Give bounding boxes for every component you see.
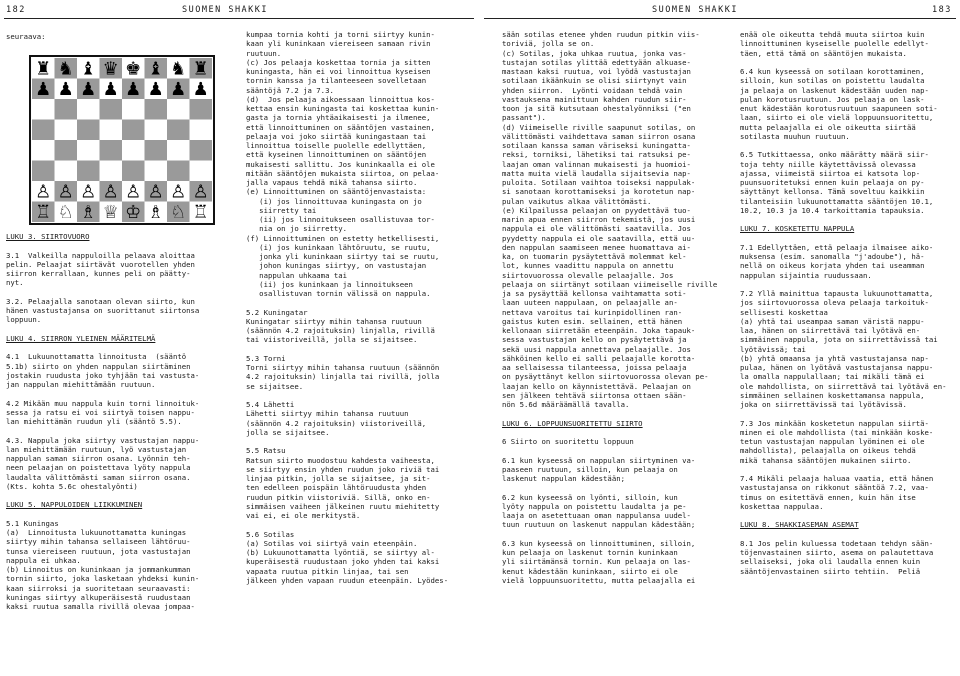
text-line: mitään sääntöjen mukaista siirtoa, on pelaa- <box>246 168 440 178</box>
text-line: että linnoittuminen on sääntöjen vastainen, <box>246 122 435 132</box>
right-column-1 <box>502 30 717 585</box>
text-line: (d) Jos pelaaja aikoessaan linnoittua kos- <box>246 94 435 104</box>
text-line: ja pelaaja on laskenut kädestään uuden nap- <box>740 85 929 95</box>
light-square <box>55 120 78 141</box>
text-line: ten edelleen poispäin lähtöruudusta yhden <box>246 483 427 493</box>
text-line: 5.6 Sotilas <box>246 529 295 539</box>
text-line: puloita. Sotilaan vaihtoa toiseksi nappulak- <box>502 178 696 187</box>
text-line: jalla vapaus tehdä mikä tahansa siirto. <box>246 178 418 187</box>
text-line <box>502 446 717 455</box>
text-line: (c) Jos pelaaja koskettaa tornia ja sitten <box>246 57 431 67</box>
dark-square <box>55 140 78 161</box>
text-line: sessa ja ratsu ei voi siirtyä toisen nappu- <box>6 407 195 417</box>
text-line: 5.1 Kuningas <box>6 518 59 528</box>
text-line: kellonaan siirretään eteenpäin. Joka tapauk- <box>502 326 696 335</box>
right-header-rule <box>484 18 956 19</box>
dark-square <box>145 99 168 120</box>
white-pawn: ♙ <box>170 181 187 203</box>
text-line: sen jälkeen tehtävä siirtonsa ottaen sään- <box>502 390 687 400</box>
text-line: linnoittuminen kyseiselle puolelle edellyt- <box>740 39 929 49</box>
black-piece: ♜ <box>35 58 52 80</box>
text-line: mahdollista), pelaajalla on oikeus tehdä <box>740 446 916 456</box>
text-line: (b) Lukuunottamatta lyöntiä, se siirtyy al- <box>246 548 435 557</box>
text-line: Torni siirtyy mihin tahansa ruutuun (säännön <box>246 363 440 372</box>
light-square <box>32 99 55 120</box>
text-line: simmäinen sellainen koskettamansa nappula, <box>740 390 925 400</box>
text-line <box>6 241 199 250</box>
text-line: (f) Linnoittuminen on estetty hetkellisesti, <box>246 233 440 243</box>
text-line: loppuun. <box>6 315 42 325</box>
text-line: neen pelaajan on poistettava lyöty nappula <box>6 463 191 473</box>
white-piece: ♖ <box>192 201 209 223</box>
text-line: sähköinen kello ei salli pelaajalle korotta- <box>502 353 696 363</box>
text-line <box>502 409 717 418</box>
text-line: silloin, kun sotilas on poistettu laudalta <box>740 76 925 86</box>
text-line: nyt. <box>6 278 24 288</box>
text-line: simmäisen vaiheen jälkeinen ruutu miehitetty <box>246 501 440 511</box>
chapter-heading: LUKU 8. SHAKKIASEMAN ASEMAT <box>740 520 859 530</box>
left-running-title: SUOMEN SHAKKI <box>182 5 269 15</box>
text-line: mukaisesti sallittu. Jos kuninkaalla ei ole <box>246 159 435 169</box>
text-line: (Kts. kohta 5.6c ohestalyönti) <box>6 481 138 491</box>
light-square <box>77 140 100 161</box>
text-line: 5.5 Ratsu <box>246 446 286 456</box>
text-line: toja tehty niille käytettävissä olevassa <box>740 159 916 169</box>
text-line <box>740 465 946 474</box>
text-line: (e) Kilpailussa pelaajan on pyydettävä tuo- <box>502 205 691 215</box>
text-line: jonka yli kuninkaan siirtyy tai se ruutu, <box>246 252 440 261</box>
white-piece: ♕ <box>102 201 119 223</box>
text-line <box>740 280 946 289</box>
text-line: pyydetty nappula ei ole saatavilla, että uu- <box>502 233 696 243</box>
black-pawn: ♟ <box>80 78 97 100</box>
text-line: linnoittua toiselle puolelle edellyttäen, <box>246 141 427 150</box>
text-line: tornin kanssa ja tilanteeseen sovelletaan <box>246 76 427 86</box>
text-line: (i) jos linnoittuvaa kuningasta on jo <box>246 196 422 206</box>
black-piece: ♝ <box>80 58 97 80</box>
text-line: seuraava: <box>6 32 46 41</box>
left-col1-intro <box>6 32 46 41</box>
text-line: 4.2 rajoituksin) linjalla tai rivillä, jolla <box>246 372 440 382</box>
light-square <box>190 120 213 141</box>
text-line: 6.5 Tutkittaessa, onko määrätty määrä siir- <box>740 150 929 160</box>
text-line: jostakin ruudusta joko tyhjään tai vastusta- <box>6 370 200 380</box>
text-line: lan miehittämään ruutuun, lyö vastustajan <box>6 444 187 454</box>
text-line <box>502 428 717 437</box>
text-line: nia on jo siirretty. <box>246 224 348 234</box>
white-pawn: ♙ <box>57 181 74 203</box>
chapter-heading: LUKU 5. NAPPULOIDEN LIIKKUMINEN <box>6 500 143 510</box>
text-line: 7.1 Edellyttäen, että pelaaja ilmaisee aiko- <box>740 242 934 252</box>
text-line: tetun vastustajan nappulan lyöminen ei ole <box>740 437 925 446</box>
text-line: laan uuteen nappulaan, on pelaajalle an- <box>502 298 678 308</box>
text-line: 6.1 kun kyseessä on nappulan siirtyminen va- <box>502 455 696 465</box>
text-line: sotilasta muuhun ruutuun. <box>740 131 850 141</box>
text-line: (a) Sotilas voi siirtyä vain eteenpäin. <box>246 538 418 548</box>
light-square <box>122 99 145 120</box>
light-square <box>145 120 168 141</box>
text-line: ka, on tuomarin pysäytettävä molemmat kel- <box>502 252 687 261</box>
text-line <box>6 510 199 519</box>
text-line <box>246 437 448 446</box>
text-line: laajan oman valinnan mukaisesti ja huomioi- <box>502 159 691 169</box>
text-line <box>740 530 946 539</box>
black-piece: ♛ <box>102 58 119 80</box>
text-line: on pysäyttänyt kellon siirtovuorossa olevan pe- <box>502 372 709 382</box>
text-line: marin apua ennen siirron tekemistä, jos uusi <box>502 215 696 224</box>
black-pawn: ♟ <box>102 78 119 100</box>
text-line: kumpaa tornia kohti ja torni siirtyy kunin- <box>246 30 435 39</box>
text-line: 6.3 kun kyseessä on linnoittuminen, silloin, <box>502 538 696 548</box>
text-line: la omalla nappulallaan; tai mikäli tämä ei <box>740 372 925 382</box>
black-pawn: ♟ <box>57 78 74 100</box>
right-page-number: 183 <box>932 5 952 15</box>
text-line <box>246 520 448 529</box>
text-line <box>740 215 946 224</box>
dark-square <box>190 99 213 120</box>
text-line: siirron kerrallaan, kunnes peli on päätty- <box>6 269 191 278</box>
text-line: timus on esitettävä ennen, kuin hän itse <box>740 492 916 502</box>
text-line: laan, siirto ei ole vielä loppuunsuoritettu, <box>740 113 934 123</box>
text-line: tuun ruutuun on laskenut nappulan kädestään; <box>502 520 696 530</box>
text-line: siirretty tai <box>246 205 317 215</box>
black-pawn: ♟ <box>170 78 187 100</box>
text-line: laskenut nappulan kädestään; <box>502 474 626 483</box>
text-line <box>740 409 946 418</box>
right-column-2 <box>740 30 946 576</box>
text-line: kuperäisestä ruudustaan joko yhden tai kaksi <box>246 557 440 567</box>
white-piece: ♗ <box>80 201 97 223</box>
text-line: simmäinen nappula, jota on siirrettävissä tai <box>740 335 938 345</box>
text-line: puunsuoritetuksi ennen kuin pelaaja on py- <box>740 178 925 187</box>
text-line: linjaa pitkin, jolla se sijaitsee, ja sit- <box>246 474 431 483</box>
light-square <box>190 161 213 182</box>
dark-square <box>167 161 190 182</box>
text-line: (säännön 4.2 rajoituksin) viistoriveillä, <box>246 418 427 428</box>
left-column-1 <box>6 232 199 611</box>
text-line <box>6 343 199 352</box>
dark-square <box>167 120 190 141</box>
text-line: muksensa (esim. sanomalla "j'adoube"), hä- <box>740 252 925 261</box>
text-line: 5.2 Kuningatar <box>246 307 308 317</box>
text-line: hänen vastustajansa on suorittanut siirtonsa <box>6 306 200 315</box>
text-line: passant"). <box>502 113 546 123</box>
text-line: ja sa pysäyttää kellonsa vaihtamatta soti- <box>502 289 687 298</box>
dark-square <box>77 161 100 182</box>
text-line: (e) Linnoittuminen on sääntöjenvastaista: <box>246 187 427 197</box>
text-line: vielä loppuunsuoritettu, mutta pelaajalla ei <box>502 575 696 585</box>
text-line: kuningas siirtyy alkuperäisestä ruudustaan <box>6 592 191 602</box>
chapter-heading: LUKU 7. KOSKETETTU NAPPULA <box>740 224 855 234</box>
text-line: kun pelaaja on laskenut tornin kuninkaan <box>502 548 678 557</box>
text-line: 5.1b) siirto on yhden nappulan siirtäminen <box>6 361 191 371</box>
text-line: ruudun pitkin viistoriviä. Sillä, onko en- <box>246 492 431 502</box>
black-pawn: ♟ <box>192 78 209 100</box>
text-line: (b) yhtä omaansa ja yhtä vastustajansa nap- <box>740 353 929 363</box>
text-line: 7.4 Mikäli pelaaja haluaa vaatia, että hänen <box>740 474 934 483</box>
text-line <box>6 389 199 398</box>
white-piece: ♔ <box>125 201 142 223</box>
text-line: tai viistoriveillä, jolla se sijaitsee. <box>246 335 418 345</box>
text-line: nappulan sijaintia ruudussaan. <box>740 270 872 280</box>
text-line: 7.2 Yllä mainittua tapausta lukuunottamatta, <box>740 289 934 298</box>
text-line: enut kädestään korotusruutuun saapuneen soti- <box>740 104 938 113</box>
light-square <box>167 99 190 120</box>
text-line: (a) yhtä tai useampaa saman väristä nappu- <box>740 316 925 326</box>
text-line <box>6 491 199 500</box>
text-line: lyötävissä; tai <box>740 344 806 354</box>
text-line: sääntöjenvastainen siirto tehtiin. Peliä <box>740 566 921 576</box>
text-line: vastauksena mainittuun kahden ruudun siir- <box>502 94 687 104</box>
text-line: sellisesti koskettaa <box>740 307 828 317</box>
text-line: töjenvastainen siirto, asema on palautettava <box>740 548 934 557</box>
text-line: den nappulan saamiseen menee huomattava ai- <box>502 242 691 252</box>
text-line: (b) Linnoitus on kuninkaan ja jommankumman <box>6 565 191 574</box>
text-line: sessa vastustajan kello on pysäytettävä ja <box>502 335 687 345</box>
text-line: 4.1 Lukuunottamatta linnoitusta (sääntö <box>6 352 187 362</box>
light-square <box>100 161 123 182</box>
text-line: pelaaja voi joko siirtää kuningastaan tai <box>246 131 427 141</box>
text-line: 4.2 Mikään muu nappula kuin torni linnoituk- <box>6 398 200 408</box>
text-line: nappulan saman siirron osana. Lyönnin teh- <box>6 454 191 463</box>
text-line: Kuningatar siirtyy mihin tahansa ruutuun <box>246 316 422 326</box>
text-line: nellä on oikeus korjata yhden tai useamman <box>740 261 925 271</box>
white-pawn: ♙ <box>147 181 164 203</box>
text-line: lot, kunnes vaadittu nappula on annettu <box>502 261 674 271</box>
black-piece: ♝ <box>147 58 164 80</box>
text-line: laudalta välittömästi saman siirron osana. <box>6 472 191 482</box>
dark-square <box>55 99 78 120</box>
chapter-heading: LUKU 6. LOPPUUNSUORITETTU SIIRTO <box>502 418 643 428</box>
text-line: yhden siirron. Lyönti voidaan tehdä vain <box>502 85 683 95</box>
left-header-rule <box>4 18 474 19</box>
text-line: tunsa viereiseen ruutuun, jota vastustajan <box>6 546 191 556</box>
text-line: kenut kädestään kuninkaan, siirto ei ole <box>502 566 678 576</box>
dark-square <box>122 120 145 141</box>
text-line: sotilaan ikäänkuin se olisi siirtynyt vain <box>502 76 687 86</box>
text-line: vastustajansa on rikkonut sääntöä 7.2, vaa- <box>740 483 929 493</box>
text-line: täen, että tämä on sääntöjen mukaista. <box>740 48 907 58</box>
text-line: mastaan kaksi ruutua, voi lyödä vastustajan <box>502 67 691 76</box>
text-line: yli siirtämänsä tornin. Kun pelaaja on las- <box>502 557 691 567</box>
text-line: pulan korotusruutuun. Jos pelaaja on lask- <box>740 94 925 104</box>
text-line: laaja on asetettuaan oman nappulansa uudel- <box>502 511 691 520</box>
text-line <box>502 483 717 492</box>
text-line: kaksi ruutua samalla rivillä olevaa jompaa- <box>6 602 195 611</box>
white-piece: ♗ <box>147 201 164 223</box>
text-line <box>6 288 199 297</box>
text-line: paaseen ruutuun, silloin, kun pelaaja on <box>502 464 678 474</box>
text-line: (ii) jos kuninkaan ja linnoitukseen <box>246 279 413 289</box>
text-line: ajassa, viimeistä siirtoa ei katsota lop- <box>740 168 921 178</box>
text-line: johon kuningas siirtyy, on vastustajan <box>246 261 427 271</box>
text-line: se sijaitsee. <box>246 381 304 391</box>
light-square <box>145 161 168 182</box>
text-line: 6.2 kun kyseessä on lyönti, silloin, kun <box>502 492 678 502</box>
black-piece: ♜ <box>192 58 209 80</box>
right-page <box>480 0 960 676</box>
text-line: tustajan sotilas ylittää edettyään alkuase- <box>502 57 691 67</box>
text-line: 6 Siirto on suoritettu loppuun <box>502 437 634 446</box>
text-line: minen ei ole mahdollista (tai minkään koske- <box>740 427 934 437</box>
text-line <box>246 298 448 307</box>
text-line: sellaiseksi, joka oli laudalla ennen kuin <box>740 557 921 567</box>
text-line: vai ei, ei ole merkitystä. <box>246 511 361 520</box>
text-line: tornin siirto, joka lasketaan yhdeksi kunin- <box>6 574 200 584</box>
text-line: 7.3 Jos minkään kosketetun nappulan siirtä- <box>740 418 929 428</box>
text-line <box>6 426 199 435</box>
text-line: 8.1 Jos pelin kuluessa todetaan tehdyn sään- <box>740 538 934 548</box>
text-line: pelin. Pelaajat siirtävät vuorotellen yhden <box>6 259 195 269</box>
text-line: pulaa, hänen on lyötävä vastustajansa nappu- <box>740 363 934 372</box>
light-square <box>167 140 190 161</box>
text-line: laa, hänen on siirrettävä tai lyötävä en- <box>740 326 921 335</box>
black-piece: ♚ <box>125 58 142 80</box>
dark-square <box>122 161 145 182</box>
text-line <box>502 530 717 539</box>
text-line: joka on siirrettävissä tai lyötävissä. <box>740 400 907 409</box>
text-line: siirtyy mihin tahansa sellaiseen lähtöruu- <box>6 537 191 547</box>
text-line: kettaa ensin kuningasta tai koskettaa kunin- <box>246 104 440 113</box>
white-piece: ♖ <box>35 201 52 223</box>
chapter-heading: LUKU 3. SIIRTOVUORO <box>6 232 90 241</box>
black-piece: ♞ <box>57 58 74 80</box>
text-line: osallistuvan tornin välissä on nappula. <box>246 289 431 298</box>
white-pawn: ♙ <box>125 181 142 203</box>
light-square <box>122 140 145 161</box>
text-line: 3.1 Valkeilla nappuloilla pelaava aloittaa <box>6 250 195 260</box>
text-line: jos siirtovuorossa oleva pelaaja tarkoituk- <box>740 298 929 308</box>
text-line: toriviä, jolla se on. <box>502 39 595 49</box>
text-line: 6.4 kun kyseessä on sotilaan korottaminen, <box>740 67 925 76</box>
text-line: nappula ei uhkaa. <box>6 555 81 565</box>
text-line: 5.4 Lähetti <box>246 400 295 409</box>
text-line: lan miehittämän ruudun yli (sääntö 5.5). <box>6 417 182 426</box>
text-line: koskettaa nappulaa. <box>740 501 824 511</box>
text-line: säyttänyt kellonsa. Tämä soveltuu kaikkiin <box>740 187 925 197</box>
white-pawn: ♙ <box>80 181 97 203</box>
text-line: (ii) jos linnoitukseen osallistuvaa tor- <box>246 215 435 224</box>
dark-square <box>32 161 55 182</box>
chess-board-diagram <box>24 52 224 228</box>
chapter-heading: LUKU 4. SIIRRON YLEINEN MÄÄRITELMÄ <box>6 333 156 343</box>
left-page-number: 182 <box>6 5 26 15</box>
text-line: sekä uusi nappula annettava pelaajalle. Jos <box>502 344 691 354</box>
black-pawn: ♟ <box>35 78 52 100</box>
text-line: 4.3. Nappula joka siirtyy vastustajan nappu- <box>6 435 200 445</box>
text-line: kuningasta, hän ei voi linnoittua kyseisen <box>246 67 431 76</box>
text-line <box>740 511 946 520</box>
text-line: nettava varoitus tai kurinpidollinen ran- <box>502 307 683 317</box>
light-square <box>77 99 100 120</box>
text-line <box>6 325 199 334</box>
text-line: enää ole oikeutta tehdä muuta siirtoa kuin <box>740 30 925 39</box>
text-line <box>246 391 448 400</box>
text-line: mutta pelaajalla ei ole oikeutta siirtää <box>740 122 916 132</box>
text-line: se siirtyy ensin yhden ruudun joko riviä tai <box>246 464 440 474</box>
text-line: vapaata ruutua pitkin linjaa, tai sen <box>246 566 409 576</box>
right-running-title: SUOMEN SHAKKI <box>652 5 739 15</box>
text-line: sääntöjä 7.2 ja 7.3. <box>246 85 334 95</box>
dark-square <box>32 120 55 141</box>
text-line: sotilaan kanssa saman väriseksi kuningatta- <box>502 141 691 150</box>
text-line: että kyseinen linnoittuminen on sääntöjen <box>246 150 427 160</box>
text-line: laajan kello on käynnistettävä. Pelaajan on <box>502 381 691 391</box>
black-pawn: ♟ <box>147 78 164 100</box>
text-line: aa sellaisessa tilanteessa, joissa pelaaja <box>502 363 687 372</box>
light-square <box>100 120 123 141</box>
text-line: nappula ei ole välittömästi saatavilla. Jos <box>502 224 691 234</box>
text-line: sään sotilas etenee yhden ruudun pitkin viis- <box>502 30 700 39</box>
dark-square <box>77 120 100 141</box>
text-line: gaistus kuten esim. sellainen, että hänen <box>502 316 683 326</box>
text-line <box>246 345 448 354</box>
text-line: 10.2, 10.3 ja 10.4 tarkoittamia tapauksia. <box>740 205 925 215</box>
dark-square <box>190 140 213 161</box>
text-line: pulan vaikutus alkaa välittömästi. <box>502 196 652 206</box>
text-line: (d) Viimeiselle riville saapunut sotilas, on <box>502 122 696 132</box>
text-line: (c) Sotilas, joka uhkaa ruutua, jonka vas- <box>502 48 687 58</box>
text-line: lyöty nappula on poistettu laudalta ja pe- <box>502 501 687 511</box>
text-line: Ratsun siirto muodostuu kahdesta vaiheesta, <box>246 455 435 465</box>
light-square <box>32 140 55 161</box>
white-piece: ♘ <box>170 201 187 223</box>
text-line: jan nappulan miehittämään ruutuun. <box>6 380 156 389</box>
text-line <box>740 58 946 67</box>
text-line: nappulan uhkaama tai <box>246 270 348 280</box>
text-line: nön 5.6d määräämällä tavalla. <box>502 400 630 409</box>
text-line: matta muita vielä laudalla sijaitsevia nap- <box>502 168 691 178</box>
white-pawn: ♙ <box>102 181 119 203</box>
text-line: tilanteisiin lukuunottamatta sääntöjen 10.1, <box>740 196 934 206</box>
text-line: (säännön 4.2 rajoituksin) linjalla, rivillä <box>246 326 435 335</box>
text-line: jolla se sijaitsee. <box>246 427 330 437</box>
text-line: gasta ja tornia yhtäaikaisesti ja ilmenee, <box>246 113 431 123</box>
text-line: ole mahdollista, on siirrettävä tai lyötävä en- <box>740 381 947 391</box>
text-line: (i) jos kuninkaan lähtöruutu, se ruutu, <box>246 242 431 252</box>
text-line: mikä tahansa sääntöjen mukainen siirto. <box>740 455 912 465</box>
dark-square <box>100 99 123 120</box>
text-line: 3.2. Pelaajalla sanotaan olevan siirto, kun <box>6 296 195 306</box>
text-line: toon ja sitä kutsutaan ohestalyönniksi ("en <box>502 104 691 113</box>
white-piece: ♘ <box>57 201 74 223</box>
black-pawn: ♟ <box>125 78 142 100</box>
black-piece: ♞ <box>170 58 187 80</box>
left-column-2 <box>246 30 448 585</box>
dark-square <box>100 140 123 161</box>
text-line: pelaaja on siirtänyt sotilaan viimeiselle riville <box>502 279 718 289</box>
white-pawn: ♙ <box>35 181 52 203</box>
text-line: Lähetti siirtyy mihin tahansa ruutuun <box>246 409 409 419</box>
text-line: jälkeen yhden vapaan ruudun eteenpäin. Lyödes- <box>246 575 449 585</box>
text-line: si sanotaan korottamiseksi ja korotetun nap- <box>502 187 696 197</box>
text-line: (a) Linnoitusta lukuunottamatta kuningas <box>6 528 187 537</box>
text-line: 5.3 Torni <box>246 353 286 363</box>
text-line: kaan yli kuninkaan viereiseen samaan rivin <box>246 39 431 49</box>
text-line: siirtovuorossa olevalle pelaajalle. Jos <box>502 270 674 280</box>
dark-square <box>145 140 168 161</box>
light-square <box>55 161 78 182</box>
text-line: kaan siirroksi ja suoritetaan seuraavasti: <box>6 583 191 593</box>
white-pawn: ♙ <box>192 181 209 203</box>
text-line <box>740 234 946 243</box>
text-line: välittömästi vaihdettava saman siirron osana <box>502 131 696 141</box>
text-line: reksi, torniksi, lähetiksi tai ratsuksi pe- <box>502 150 691 160</box>
text-line <box>740 141 946 150</box>
text-line: ruutuun. <box>246 48 282 58</box>
